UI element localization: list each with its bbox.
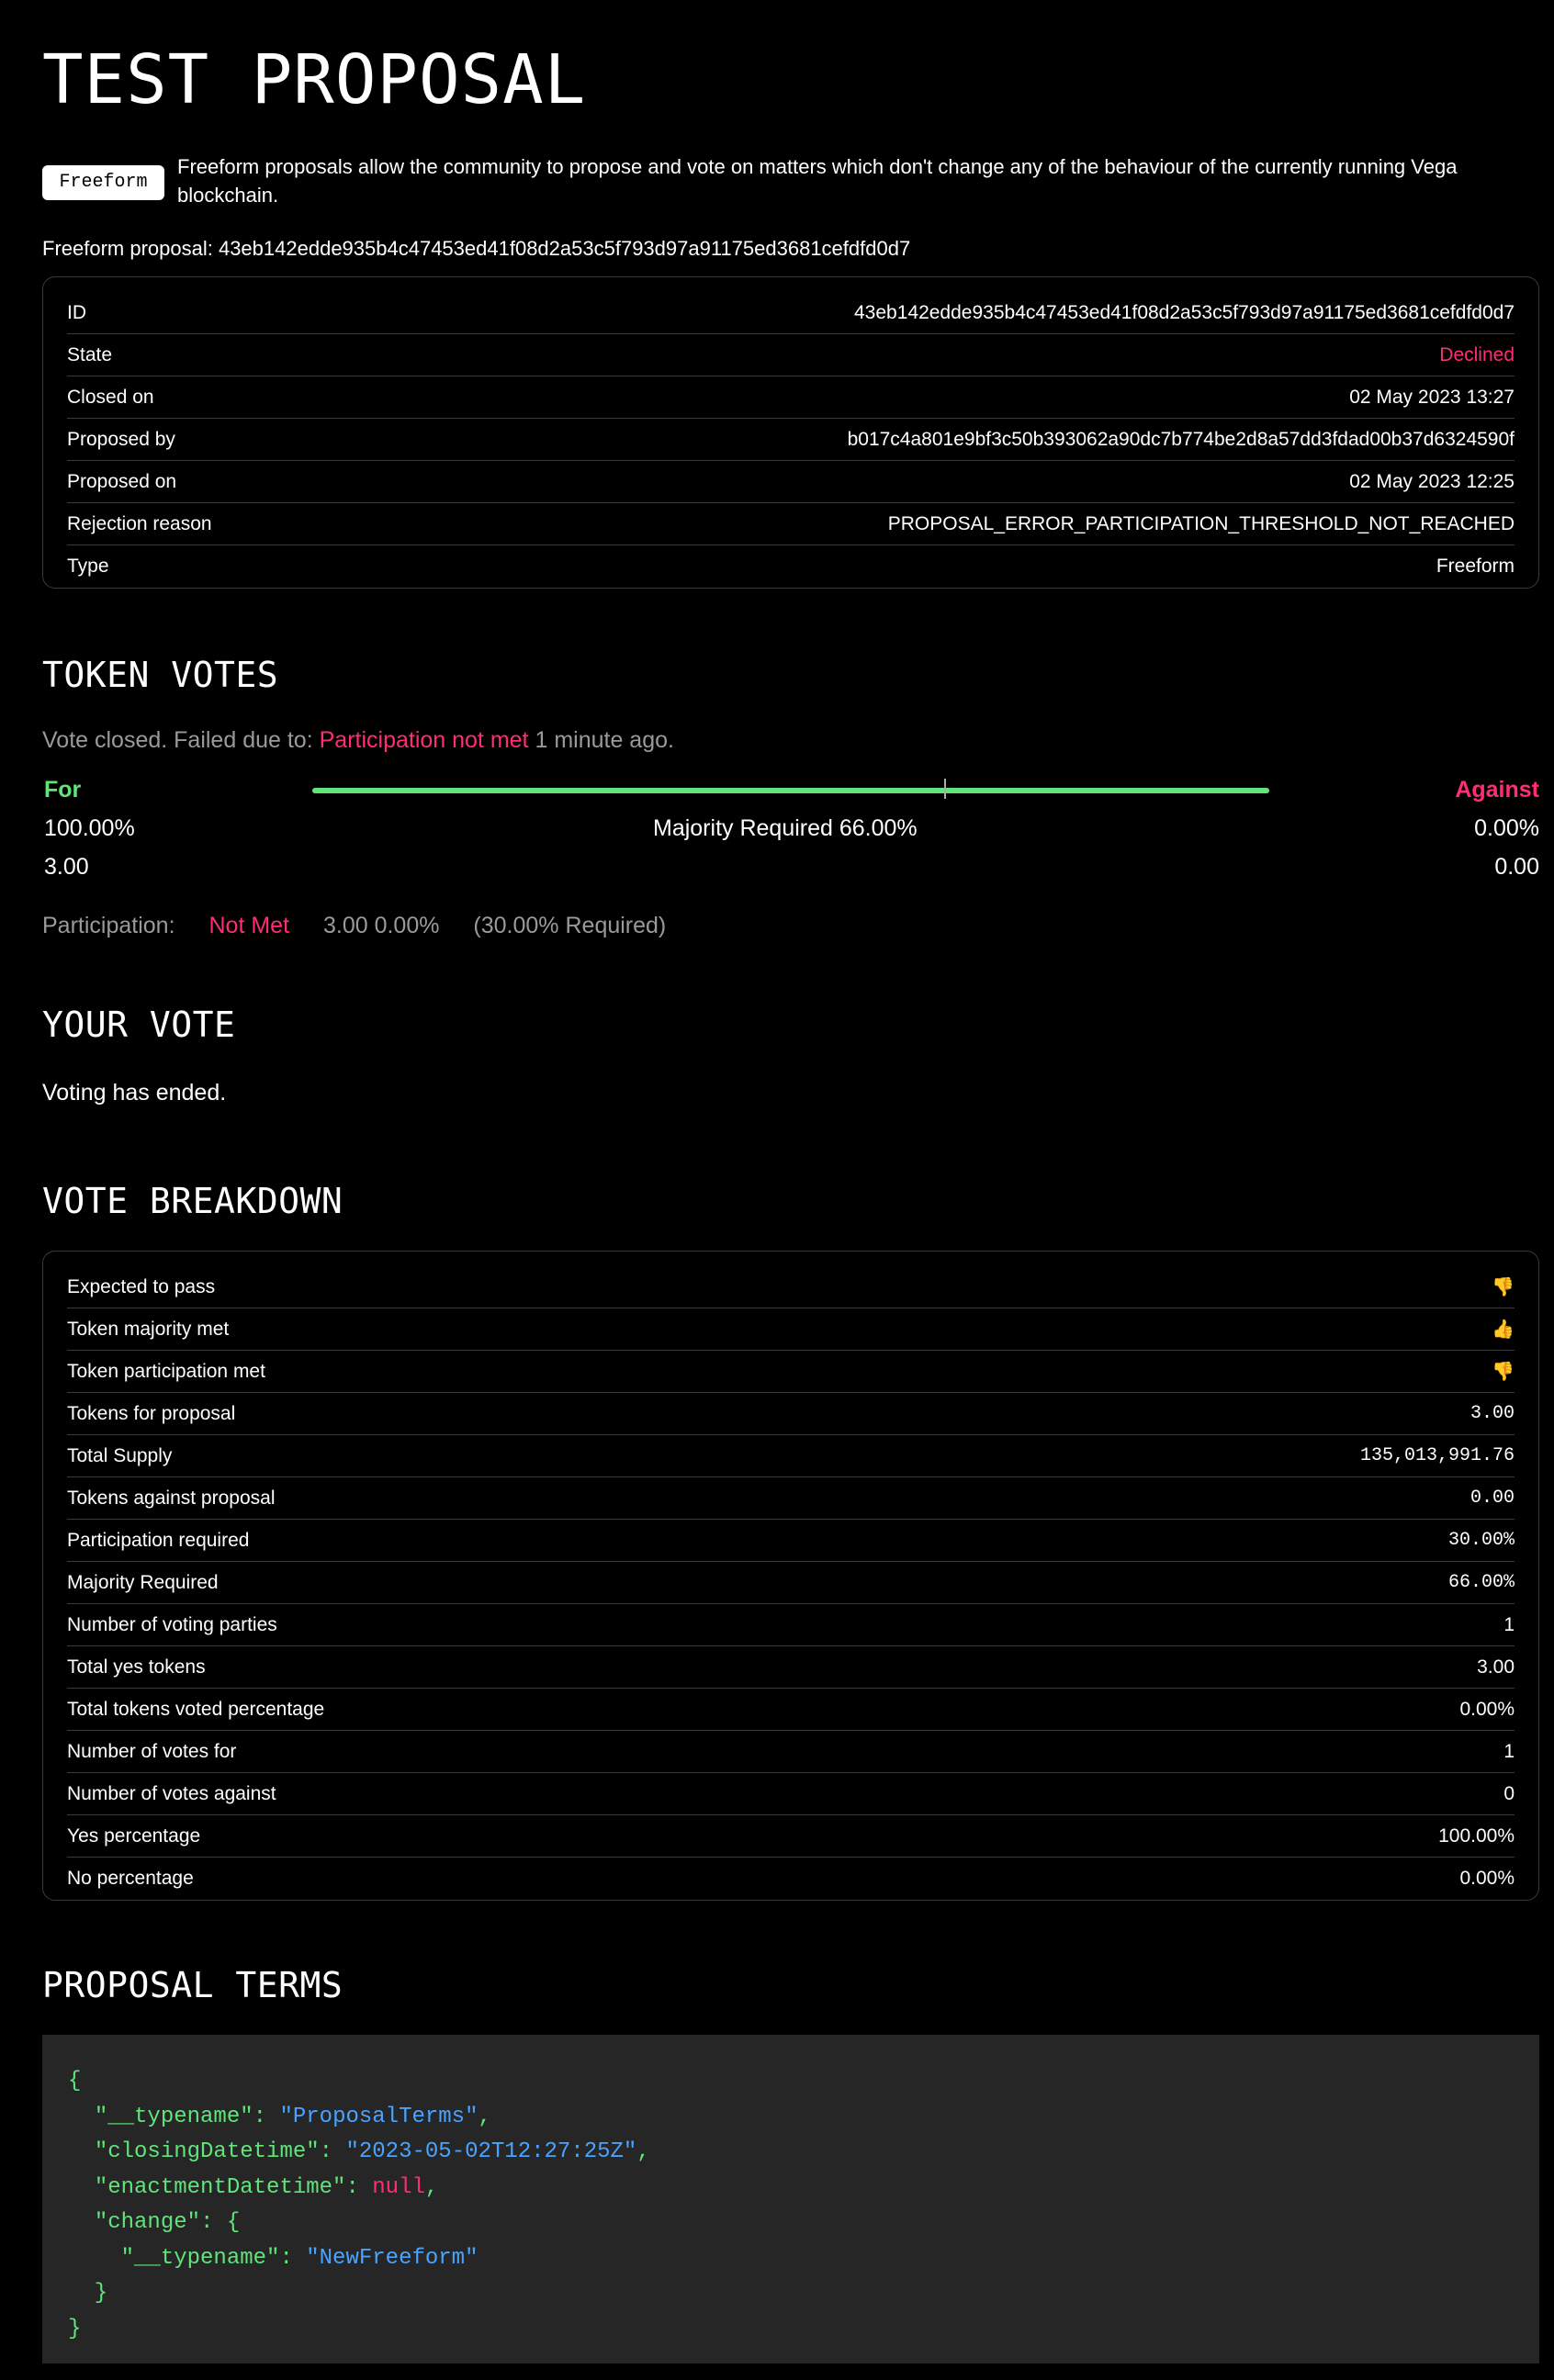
breakdown-row — [67, 1520, 1515, 1562]
detail-key: ID — [67, 301, 86, 323]
detail-row — [67, 419, 1515, 461]
proposal-type-description: Freeform proposals allow the community to propose and vote on matters which don't change any of the behaviour of the currently running Vega blockchain. — [177, 155, 1458, 207]
breakdown-row — [67, 1477, 1515, 1520]
thumbs-down-icon: 👎 — [1492, 1277, 1515, 1297]
participation-summary — [42, 913, 666, 939]
thumbs-up-icon: 👍 — [1492, 1319, 1515, 1340]
vote-status — [42, 727, 674, 754]
proposal-terms-heading: PROPOSAL TERMS — [42, 1965, 343, 2005]
for-label: For — [44, 777, 82, 803]
breakdown-key: Total Supply — [67, 1444, 173, 1466]
breakdown-row — [67, 1393, 1515, 1435]
breakdown-key: Number of votes for — [67, 1740, 237, 1762]
detail-key: Rejection reason — [67, 512, 212, 534]
breakdown-key: Number of votes against — [67, 1782, 276, 1804]
breakdown-key: Participation required — [67, 1529, 250, 1551]
breakdown-row — [67, 1773, 1515, 1815]
against-percentage: 0.00% — [1474, 815, 1539, 841]
detail-value: 02 May 2023 13:27 — [1349, 386, 1515, 408]
for-tokens: 3.00 — [44, 854, 89, 880]
breakdown-key: Yes percentage — [67, 1824, 201, 1847]
breakdown-key: No percentage — [67, 1868, 194, 1889]
proposal-terms-json: { "__typename": "ProposalTerms", "closingDatetime": "2023-05-02T12:27:25Z", "enactmentDatetime": null, "change": { "__typename": "NewFreeform" } } — [42, 2035, 1539, 2363]
breakdown-value: 135,013,991.76 — [1359, 1445, 1515, 1466]
detail-row — [67, 503, 1515, 545]
detail-key: Type — [67, 556, 109, 577]
proposal-details-table — [42, 276, 1539, 589]
thumbs-down-icon: 👎 — [1492, 1362, 1515, 1382]
vote-status-reason: Participation not met — [319, 727, 529, 753]
detail-value: Declined — [1439, 343, 1515, 365]
breakdown-row — [67, 1604, 1515, 1646]
detail-row — [67, 334, 1515, 376]
breakdown-value: 30.00% — [1447, 1530, 1515, 1551]
vote-progress-bar — [312, 788, 1269, 793]
for-percentage: 100.00% — [44, 815, 135, 841]
breakdown-value: 1 — [1503, 1740, 1515, 1762]
breakdown-row — [67, 1308, 1515, 1351]
majority-threshold-marker — [944, 779, 946, 799]
participation-required: (30.00% Required) — [473, 913, 667, 938]
breakdown-row — [67, 1351, 1515, 1393]
voting-ended-text: Voting has ended. — [42, 1080, 227, 1106]
breakdown-row — [67, 1646, 1515, 1689]
breakdown-row — [67, 1689, 1515, 1731]
majority-required: Majority Required 66.00% — [653, 815, 918, 841]
vote-breakdown-table — [42, 1251, 1539, 1901]
detail-key: Proposed on — [67, 470, 177, 492]
detail-key: State — [67, 343, 113, 365]
breakdown-value: 1 — [1503, 1613, 1515, 1635]
participation-status: Not Met — [208, 913, 290, 938]
vote-breakdown-heading: VOTE BREAKDOWN — [42, 1181, 343, 1221]
breakdown-value: 0 — [1503, 1782, 1515, 1804]
token-votes-heading: TOKEN VOTES — [42, 655, 279, 695]
breakdown-value: 0.00 — [1470, 1488, 1515, 1509]
breakdown-row — [67, 1858, 1515, 1900]
breakdown-key: Total tokens voted percentage — [67, 1698, 325, 1720]
against-label: Against — [1455, 777, 1539, 803]
vote-status-prefix: Vote closed. Failed due to: — [42, 727, 313, 753]
detail-key: Proposed by — [67, 428, 175, 450]
detail-value: 43eb142edde935b4c47453ed41f08d2a53c5f793d97a91175ed3681cefdfd0d7 — [854, 301, 1515, 323]
participation-label: Participation: — [42, 913, 175, 938]
participation-value: 3.00 0.00% — [322, 913, 440, 938]
breakdown-key: Tokens against proposal — [67, 1487, 276, 1509]
breakdown-value: 3.00 — [1477, 1656, 1515, 1678]
breakdown-key: Expected to pass — [67, 1275, 216, 1297]
breakdown-key: Number of voting parties — [67, 1613, 277, 1635]
detail-row — [67, 545, 1515, 588]
breakdown-row — [67, 1435, 1515, 1477]
breakdown-key: Majority Required — [67, 1571, 219, 1593]
your-vote-heading: YOUR VOTE — [42, 1005, 236, 1045]
breakdown-row — [67, 1562, 1515, 1604]
detail-row — [67, 292, 1515, 334]
breakdown-key: Token participation met — [67, 1360, 265, 1382]
detail-value: b017c4a801e9bf3c50b393062a90dc7b774be2d8a57dd3fdad00b37d6324590f — [847, 428, 1515, 450]
detail-value: PROPOSAL_ERROR_PARTICIPATION_THRESHOLD_NOT_REACHED — [887, 512, 1515, 534]
detail-row — [67, 376, 1515, 419]
detail-value: 02 May 2023 12:25 — [1349, 470, 1515, 492]
breakdown-value: 66.00% — [1447, 1572, 1515, 1593]
breakdown-row — [67, 1731, 1515, 1773]
vote-status-suffix: 1 minute ago. — [535, 727, 674, 753]
proposal-type-badge: Freeform — [42, 165, 164, 200]
against-tokens: 0.00 — [1494, 854, 1539, 880]
breakdown-row — [67, 1266, 1515, 1308]
detail-value: Freeform — [1436, 556, 1515, 577]
breakdown-value: 100.00% — [1438, 1824, 1515, 1847]
breakdown-key: Token majority met — [67, 1318, 230, 1340]
proposal-id-line: Freeform proposal: 43eb142edde935b4c47453ed41f08d2a53c5f793d97a91175ed3681cefdfd0d7 — [42, 237, 911, 260]
breakdown-key: Total yes tokens — [67, 1656, 206, 1678]
detail-key: Closed on — [67, 386, 154, 408]
breakdown-value: 0.00% — [1459, 1698, 1515, 1720]
page-title: TEST PROPOSAL — [42, 40, 587, 119]
breakdown-key: Tokens for proposal — [67, 1402, 236, 1424]
breakdown-row — [67, 1815, 1515, 1858]
detail-row — [67, 461, 1515, 503]
breakdown-value: 3.00 — [1470, 1403, 1515, 1424]
breakdown-value: 0.00% — [1459, 1868, 1515, 1889]
